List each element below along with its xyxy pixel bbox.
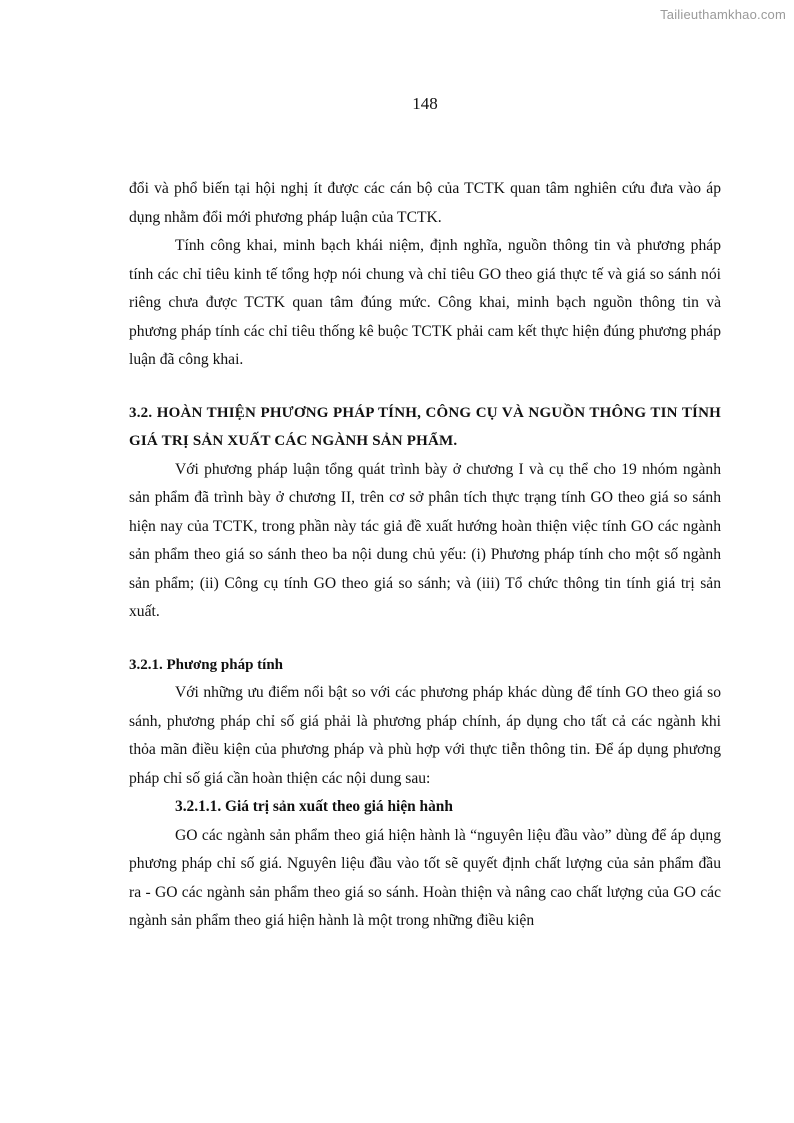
paragraph-section-intro: Với phương pháp luận tổng quát trình bày ở chương I và cụ thể cho 19 nhóm ngành sản phẩm đã trình bày ở chương II, trên cơ sở phân tích thực trạng tính GO theo giá so sánh hiện nay của TCTK, trong phần này tác giả đề xuất hướng hoàn thiện việc tính GO các ngành sản phẩm theo giá so sánh theo ba nội dung chủ yếu: (i) Phương pháp tính cho một số ngành sản phẩm; (ii) Công cụ tính GO theo giá so sánh; và (iii) Tổ chức thông tin tính giá trị sản xuất. [129,460,721,620]
section-heading-3-2-1-1: 3.2.1.1. Giá trị sản xuất theo giá hiện hành [175,798,453,815]
page-number: 148 [412,94,438,113]
watermark: Tailieuthamkhao.com [660,7,786,22]
section-heading-3-2: 3.2. HOÀN THIỆN PHƯƠNG PHÁP TÍNH, CÔNG CỤ VÀ NGUỒN THÔNG TIN TÍNH GIÁ TRỊ SẢN XUẤT CÁC NGÀNH SẢN PHẨM. [129,404,721,449]
paragraph-current-prices: GO các ngành sản phẩm theo giá hiện hành là “nguyên liệu đầu vào” dùng để áp dụng phương pháp chỉ số giá. Nguyên liệu đầu vào tốt sẽ quyết định chất lượng của sản phẩm đầu ra - GO các ngành sản phẩm theo giá so sánh. Hoàn thiện và nâng cao chất lượng của GO các ngành sản phẩm theo giá hiện hành là một trong những điều kiện [129,826,721,929]
paragraph-continuation: đổi và phổ biến tại hội nghị ít được các cán bộ của TCTK quan tâm nghiên cứu đưa vào áp dụng nhằm đổi mới phương pháp luận của TCTK. [129,180,721,226]
spacer [129,627,721,651]
paragraph-transparency: Tính công khai, minh bạch khái niệm, định nghĩa, nguồn thông tin và phương pháp tính các chỉ tiêu kinh tế tổng hợp nói chung và chỉ tiêu GO theo giá thực tế và giá so sánh nói riêng chưa được TCTK quan tâm đúng mức. Công khai, minh bạch nguồn thông tin và phương pháp tính các chỉ tiêu thống kê buộc TCTK phải cam kết thực hiện đúng phương pháp luận đã công khai. [129,237,721,368]
section-heading-3-2-1: 3.2.1. Phương pháp tính [129,656,284,673]
spacer [129,375,721,399]
document-body [129,175,721,936]
paragraph-method: Với những ưu điểm nổi bật so với các phương pháp khác dùng để tính GO theo giá so sánh, phương pháp chỉ số giá phải là phương pháp chính, áp dụng cho tất cả các ngành khi thỏa mãn điều kiện của phương pháp và phù hợp với thực tiễn thông tin. Để áp dụng phương pháp chỉ số giá cần hoàn thiện các nội dung sau: [129,684,721,787]
